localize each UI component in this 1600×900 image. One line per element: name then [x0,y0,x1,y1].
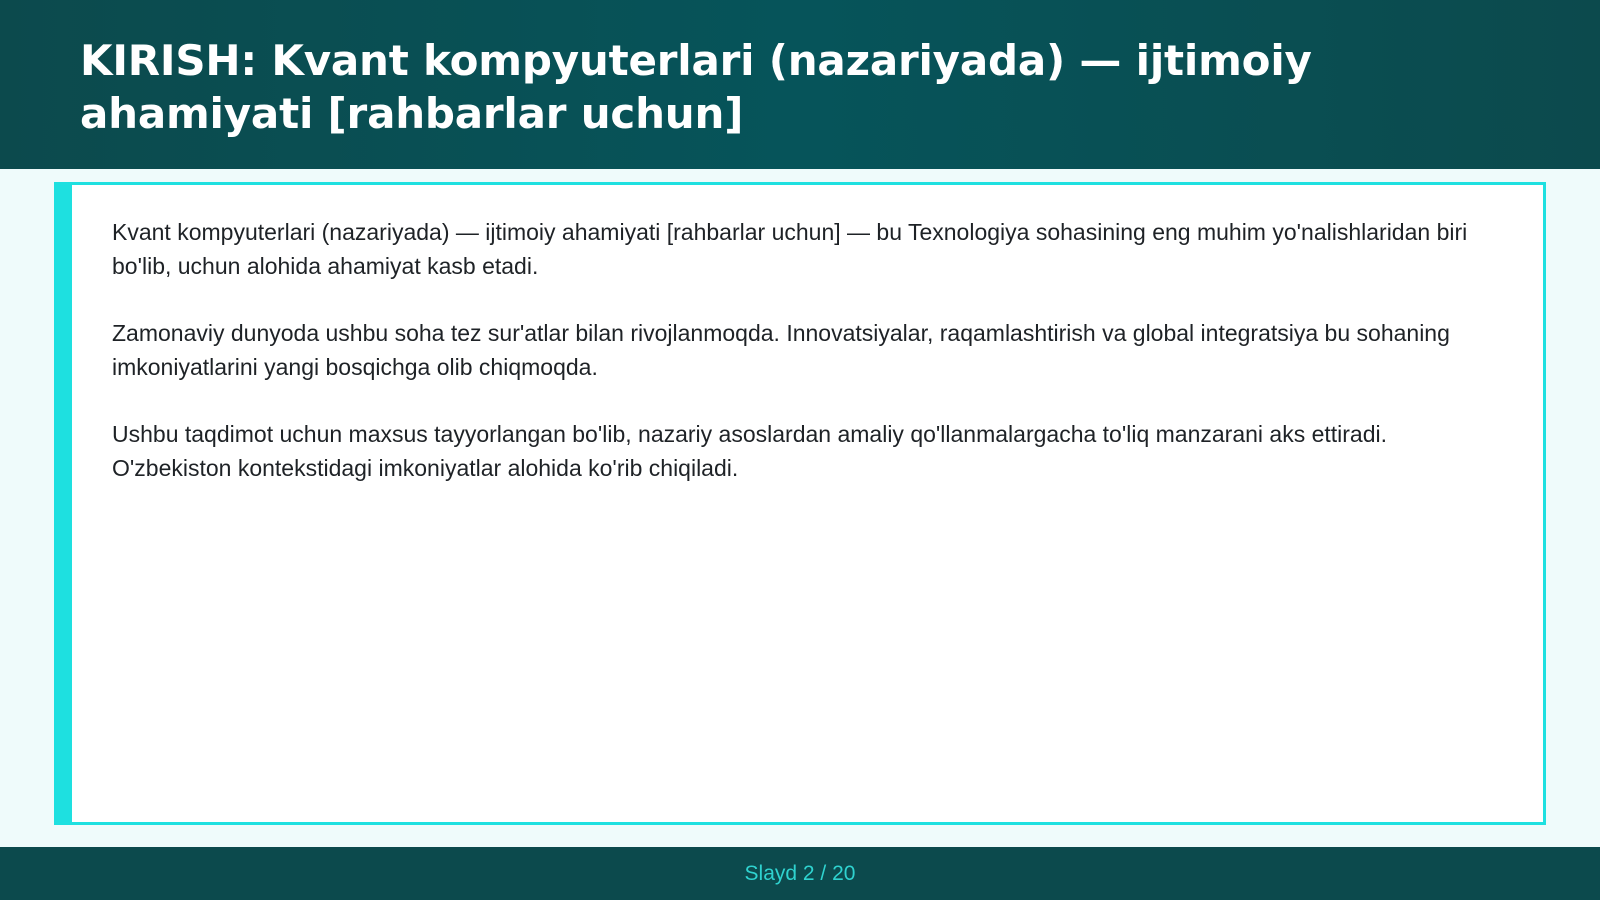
content-paragraph-2: Zamonaviy dunyoda ushbu soha tez sur'atlar bilan rivojlanmoqda. Innovatsiyalar, raqamlashtirish va global integratsiya bu sohaning imkoniyatlarini yangi bosqichga olib chiqmoqda. [112,320,1450,380]
slide-title: KIRISH: Kvant kompyuterlari (nazariyada) — ijtimoiy ahamiyati [rahbarlar uchun] [80,36,1312,138]
slide-number: Slayd 2 / 20 [744,861,856,885]
slide-footer [0,847,1600,900]
content-paragraph-3: Ushbu taqdimot uchun maxsus tayyorlangan bo'lib, nazariy asoslardan amaliy qo'llanmalargacha to'liq manzarani aks ettiradi. O'zbekiston kontekstidagi imkoniyatlar alohida ko'rib chiqiladi. [112,421,1388,481]
content-paragraph-1: Kvant kompyuterlari (nazariyada) — ijtimoiy ahamiyati [rahbarlar uchun] — bu Texnologiya sohasining eng muhim yo'nalishlaridan biri bo'lib, uchun alohida ahamiyat kasb etadi. [112,219,1468,279]
slide-header [0,0,1600,169]
content-panel [54,182,1546,825]
